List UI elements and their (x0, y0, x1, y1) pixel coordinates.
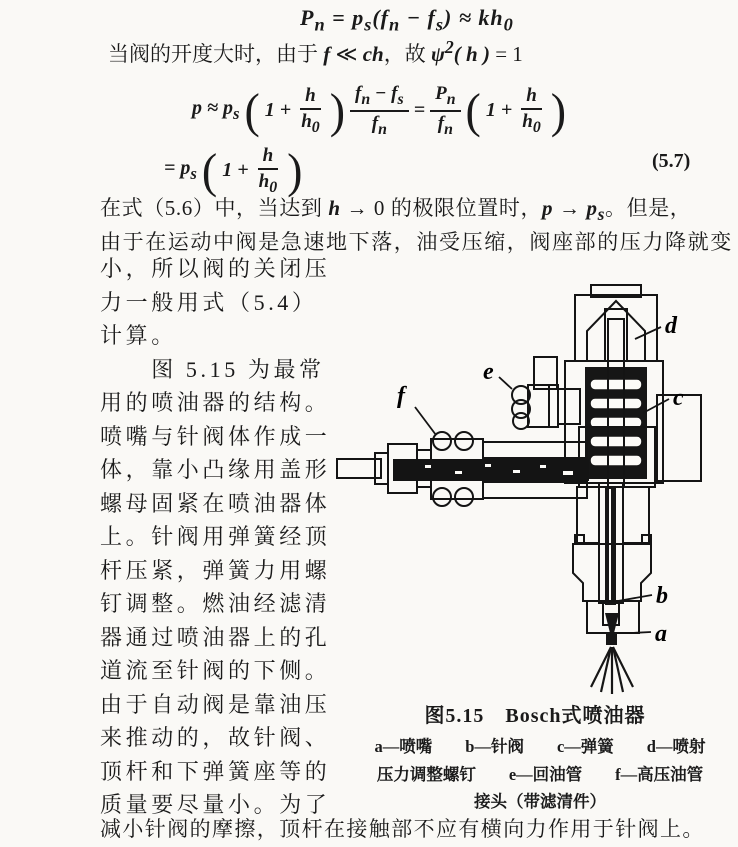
paragraph-line: 在式（5.6）中，当达到 h → 0 的极限位置时，$p \to p_s$。但是， (100, 196, 692, 225)
figure-legend (348, 733, 732, 816)
column-line: 上。针阀用弹簧经顶 (100, 524, 331, 549)
column-line: 力一般用式（5.4） (100, 289, 318, 315)
column-line: 计算。 (100, 323, 177, 348)
figure-legend-line: 接头（带滤清件） (474, 792, 606, 811)
figure-label-f: f (397, 383, 405, 409)
column-line: 钉调整。燃油经滤清 (100, 591, 331, 616)
paren-open: ( (244, 83, 260, 138)
column-line: 质量要尽量小。为了 (100, 792, 331, 817)
fraction-h-h0: $\frac{h}{h_0}$ (301, 84, 320, 136)
paren-close: ) (550, 83, 567, 138)
column-line: 道流至针阀的下侧。 (100, 658, 331, 683)
formula-pn: $P_n = p_s(f_n - f_s) \approx kh_0$ (300, 5, 514, 35)
bottom-line: 减小针阀的摩擦，顶杆在接触部不应有横向力作用于针阀上。 (100, 817, 705, 841)
nozzle-tip (606, 633, 617, 645)
figure-legend-line: a—喷嘴 b—针阀 c—弹簧 d—喷射 (374, 737, 706, 756)
paragraph-line: 由于在运动中阀是急速地下落，油受压缩，阀座部的压力降就变 (100, 230, 733, 254)
injector-cross-section-svg (335, 283, 735, 700)
connector-barrel-top-wall (483, 442, 587, 458)
figure-caption: 图5.15 Bosch式喷油器 (424, 705, 646, 727)
return-fitting-seat (558, 389, 580, 424)
column-line: 顶杆和下弹簧座等的 (100, 758, 331, 784)
figure-label-b: b (656, 583, 668, 609)
column-line: 喷嘴与针阀体作成一 (100, 423, 331, 449)
column-line: 螺母固紧在喷油器体 (100, 490, 331, 516)
eq-lead: $p \approx p_s$ (192, 97, 240, 124)
eq-one-plus: 1 + (222, 159, 249, 182)
figure-legend-line: 压力调整螺钉 e—回油管 f—高压油管 (376, 764, 704, 784)
equation-5-7-row1 (192, 82, 566, 139)
fuel-spray (591, 647, 633, 694)
figure-label-c: c (673, 385, 684, 411)
eq-equals: = (413, 99, 426, 122)
fraction-pn-fn: $\frac{P_n}{f_n}$ (430, 82, 460, 139)
column-line: 杆压紧，弹簧力用螺 (100, 557, 331, 583)
column-line: 图 5.15 为最常 (100, 356, 325, 382)
fraction-h-h0: $\frac{h}{h_0}$ (522, 84, 541, 136)
column-line: 小，所以阀的关闭压 (100, 256, 331, 281)
text-column (100, 252, 338, 822)
paren-close: ) (287, 143, 303, 198)
fuel-filter-core (393, 459, 589, 481)
condition-line: 当阀的开度大时，由于 f ≪ ch，故 $\psi^2$( h ) = 1 (108, 37, 523, 66)
return-fitting-hex (512, 385, 558, 429)
column-line: 体，靠小凸缘用盖形 (100, 457, 331, 482)
column-line: 来推动的，故针阀、 (100, 725, 331, 750)
paren-open: ( (201, 143, 218, 198)
eq-lead: = $p_s$ (164, 157, 197, 184)
equation-number: (5.7) (652, 150, 691, 172)
figure-label-d: d (665, 313, 677, 339)
fraction-h-h0: $\frac{h}{h_0}$ (258, 145, 278, 196)
column-line: 器通过喷油器上的孔 (100, 624, 331, 650)
figure-5-15-diagram (335, 283, 735, 700)
column-line: 用的喷油器的结构。 (100, 390, 331, 415)
equation-5-7-row2 (164, 144, 302, 197)
connector-barrel-bottom-wall (483, 482, 587, 498)
paren-close: ) (329, 83, 346, 138)
figure-label-e: e (483, 359, 494, 385)
paren-open: ( (465, 83, 481, 138)
eq-one-plus: 1 + (264, 99, 292, 122)
eq-one-plus: 1 + (485, 99, 513, 122)
figure-label-a: a (655, 621, 667, 647)
fraction-fn-fs: $\frac{f_n - f_s}{f_n}$ (350, 82, 409, 139)
column-line: 由于自动阀是靠油压 (100, 691, 331, 717)
